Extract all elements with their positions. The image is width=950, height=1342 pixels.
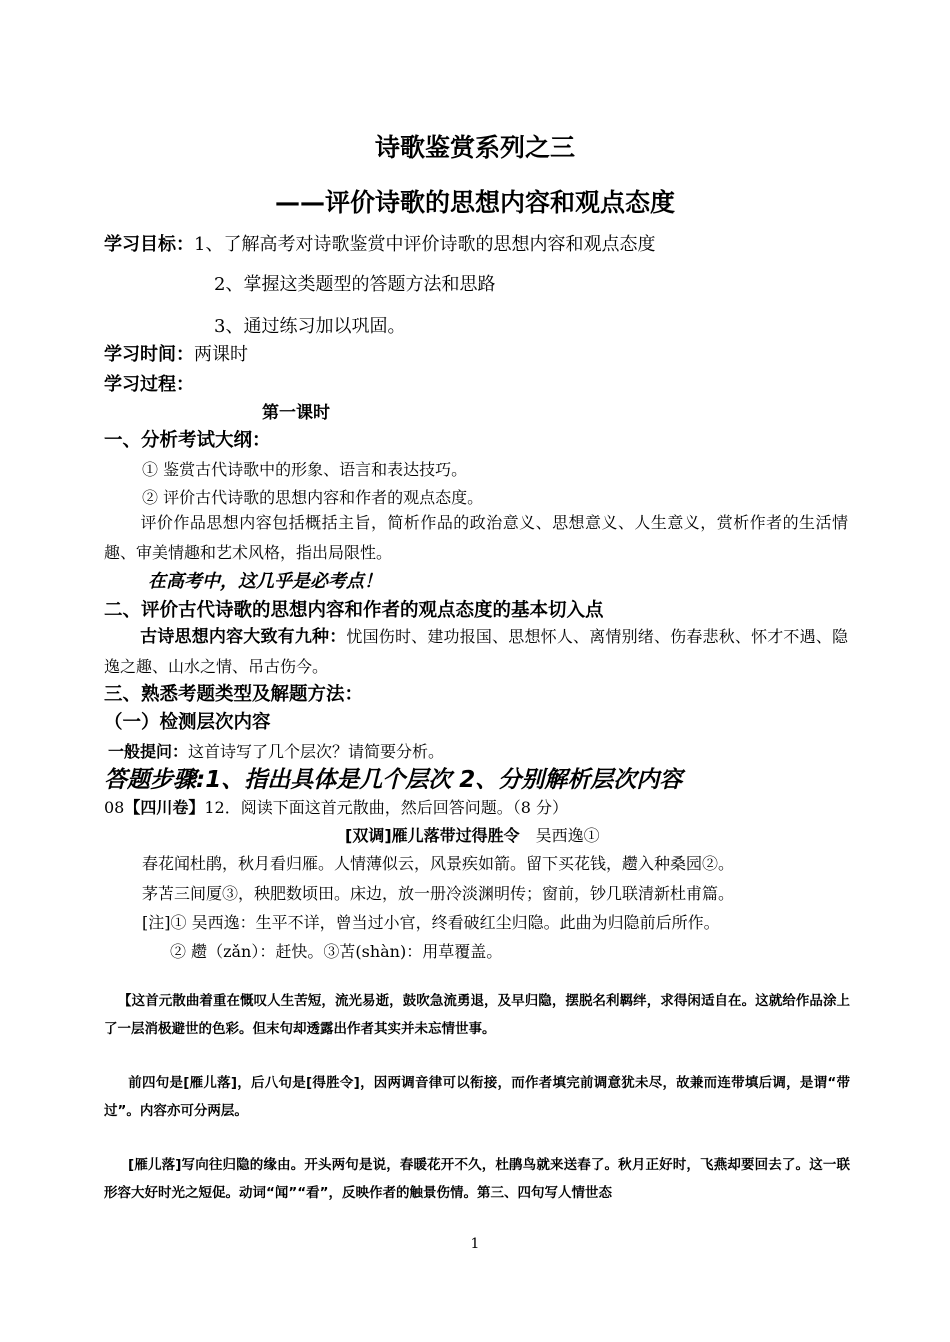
section-2-text: 忧国伤时、建功报国、思想怀人、离情别绪、伤春悲秋、怀才不遇、隐逸之趣、山水之情、吊古伤今。 [104, 627, 848, 676]
poem-heading [345, 823, 600, 846]
section-2-paragraph [104, 622, 848, 682]
time-row [104, 340, 248, 366]
analysis-paragraph [104, 1151, 850, 1207]
goal-item: 3、通过练习加以巩固。 [214, 316, 406, 337]
poem-line: 茅苫三间厦③，秧肥数顷田。床边，放一册冷淡渊明传；窗前，钞几联清新杜甫篇。 [142, 884, 735, 903]
section-1-paragraph-text: 评价作品思想内容包括概括主旨，简析作品的政治意义、思想意义、人生意义，赏析作者的生活情趣、审美情趣和艺术风格，指出局限性。 [104, 513, 848, 562]
goals-row-1 [104, 230, 655, 256]
analysis-text: 【这首元散曲着重在慨叹人生苦短，流光易逝，鼓吹急流勇退，及早归隐，摆脱名利羁绊，求得闲适自在。这就给作品涂上了一层消极避世的色彩。但末句却透露出作者其实并未忘情世事。 [104, 993, 850, 1037]
analysis-text: 前四句是[雁儿落]，后八句是[得胜令]，因两调音律可以衔接，而作者填完前调意犹未尽，故兼而连带填后调，是谓“带过”。内容亦可分两层。 [104, 1075, 850, 1119]
poem-title: [双调]雁儿落带过得胜令 [345, 826, 520, 845]
question-prompt-row [108, 739, 444, 762]
poem-line: 春花闻杜鹃，秋月看归雁。人情薄似云，风景疾如箭。留下买花钱，趱入种桑园②。 [142, 854, 735, 873]
subsection-heading: （一）检测层次内容 [104, 712, 271, 733]
question-text: 12．阅读下面这首元散曲，然后回答问题。（8 分） [204, 798, 569, 817]
prompt-label: 一般提问： [108, 742, 189, 761]
poem-note: ② 趱（zǎn）：赶快。③苫(shàn)：用草覆盖。 [170, 942, 503, 961]
page-number: 1 [470, 1236, 480, 1252]
section-heading-1: 一、分析考试大纲： [104, 430, 271, 451]
section-heading-3: 三、熟悉考题类型及解题方法： [104, 684, 364, 705]
analysis-paragraph [104, 987, 850, 1043]
time-label: 学习时间： [104, 344, 194, 365]
section-heading-2: 二、评价古代诗歌的思想内容和作者的观点态度的基本切入点 [104, 600, 604, 621]
analysis-paragraph [104, 1069, 850, 1125]
question-source: 【四川卷】 [124, 798, 205, 817]
time-value: 两课时 [194, 344, 248, 365]
section-2-lead: 古诗思想内容大致有九种： [140, 627, 347, 647]
question-year: 08 [104, 798, 125, 817]
outline-item: ① 鉴赏古代诗歌中的形象、语言和表达技巧。 [142, 460, 468, 479]
page-subtitle: ——评价诗歌的思想内容和观点态度 [274, 188, 675, 217]
page-title: 诗歌鉴赏系列之三 [374, 133, 575, 162]
answer-steps: 答题步骤:1、指出具体是几个层次 2、分别解析层次内容 [104, 767, 683, 793]
goal-item: 1、了解高考对诗歌鉴赏中评价诗歌的思想内容和观点态度 [194, 234, 656, 255]
question-row [104, 795, 568, 818]
poem-note: [注]① 吴西逸：生平不详，曾当过小官，终看破红尘归隐。此曲为归隐前后所作。 [142, 913, 720, 932]
analysis-text: [雁儿落]写向往归隐的缘由。开头两句是说，春暖花开不久，杜鹃鸟就来送春了。秋月正好时，飞燕却要回去了。这一联形容大好时光之短促。动词“闻”“看”，反映作者的触景伤情。第三、四句写人情世态 [104, 1157, 850, 1201]
emphasis-note: 在高考中，这几乎是必考点！ [148, 571, 382, 592]
section-1-paragraph [104, 508, 848, 568]
prompt-text: 这首诗写了几个层次？请简要分析。 [188, 742, 445, 761]
poem-author: 吴西逸① [535, 826, 600, 845]
outline-item: ② 评价古代诗歌的思想内容和作者的观点态度。 [142, 488, 484, 507]
process-label: 学习过程： [104, 374, 194, 395]
lesson-heading: 第一课时 [262, 403, 330, 423]
goal-item: 2、掌握这类题型的答题方法和思路 [214, 274, 496, 295]
goals-label: 学习目标： [104, 234, 194, 255]
